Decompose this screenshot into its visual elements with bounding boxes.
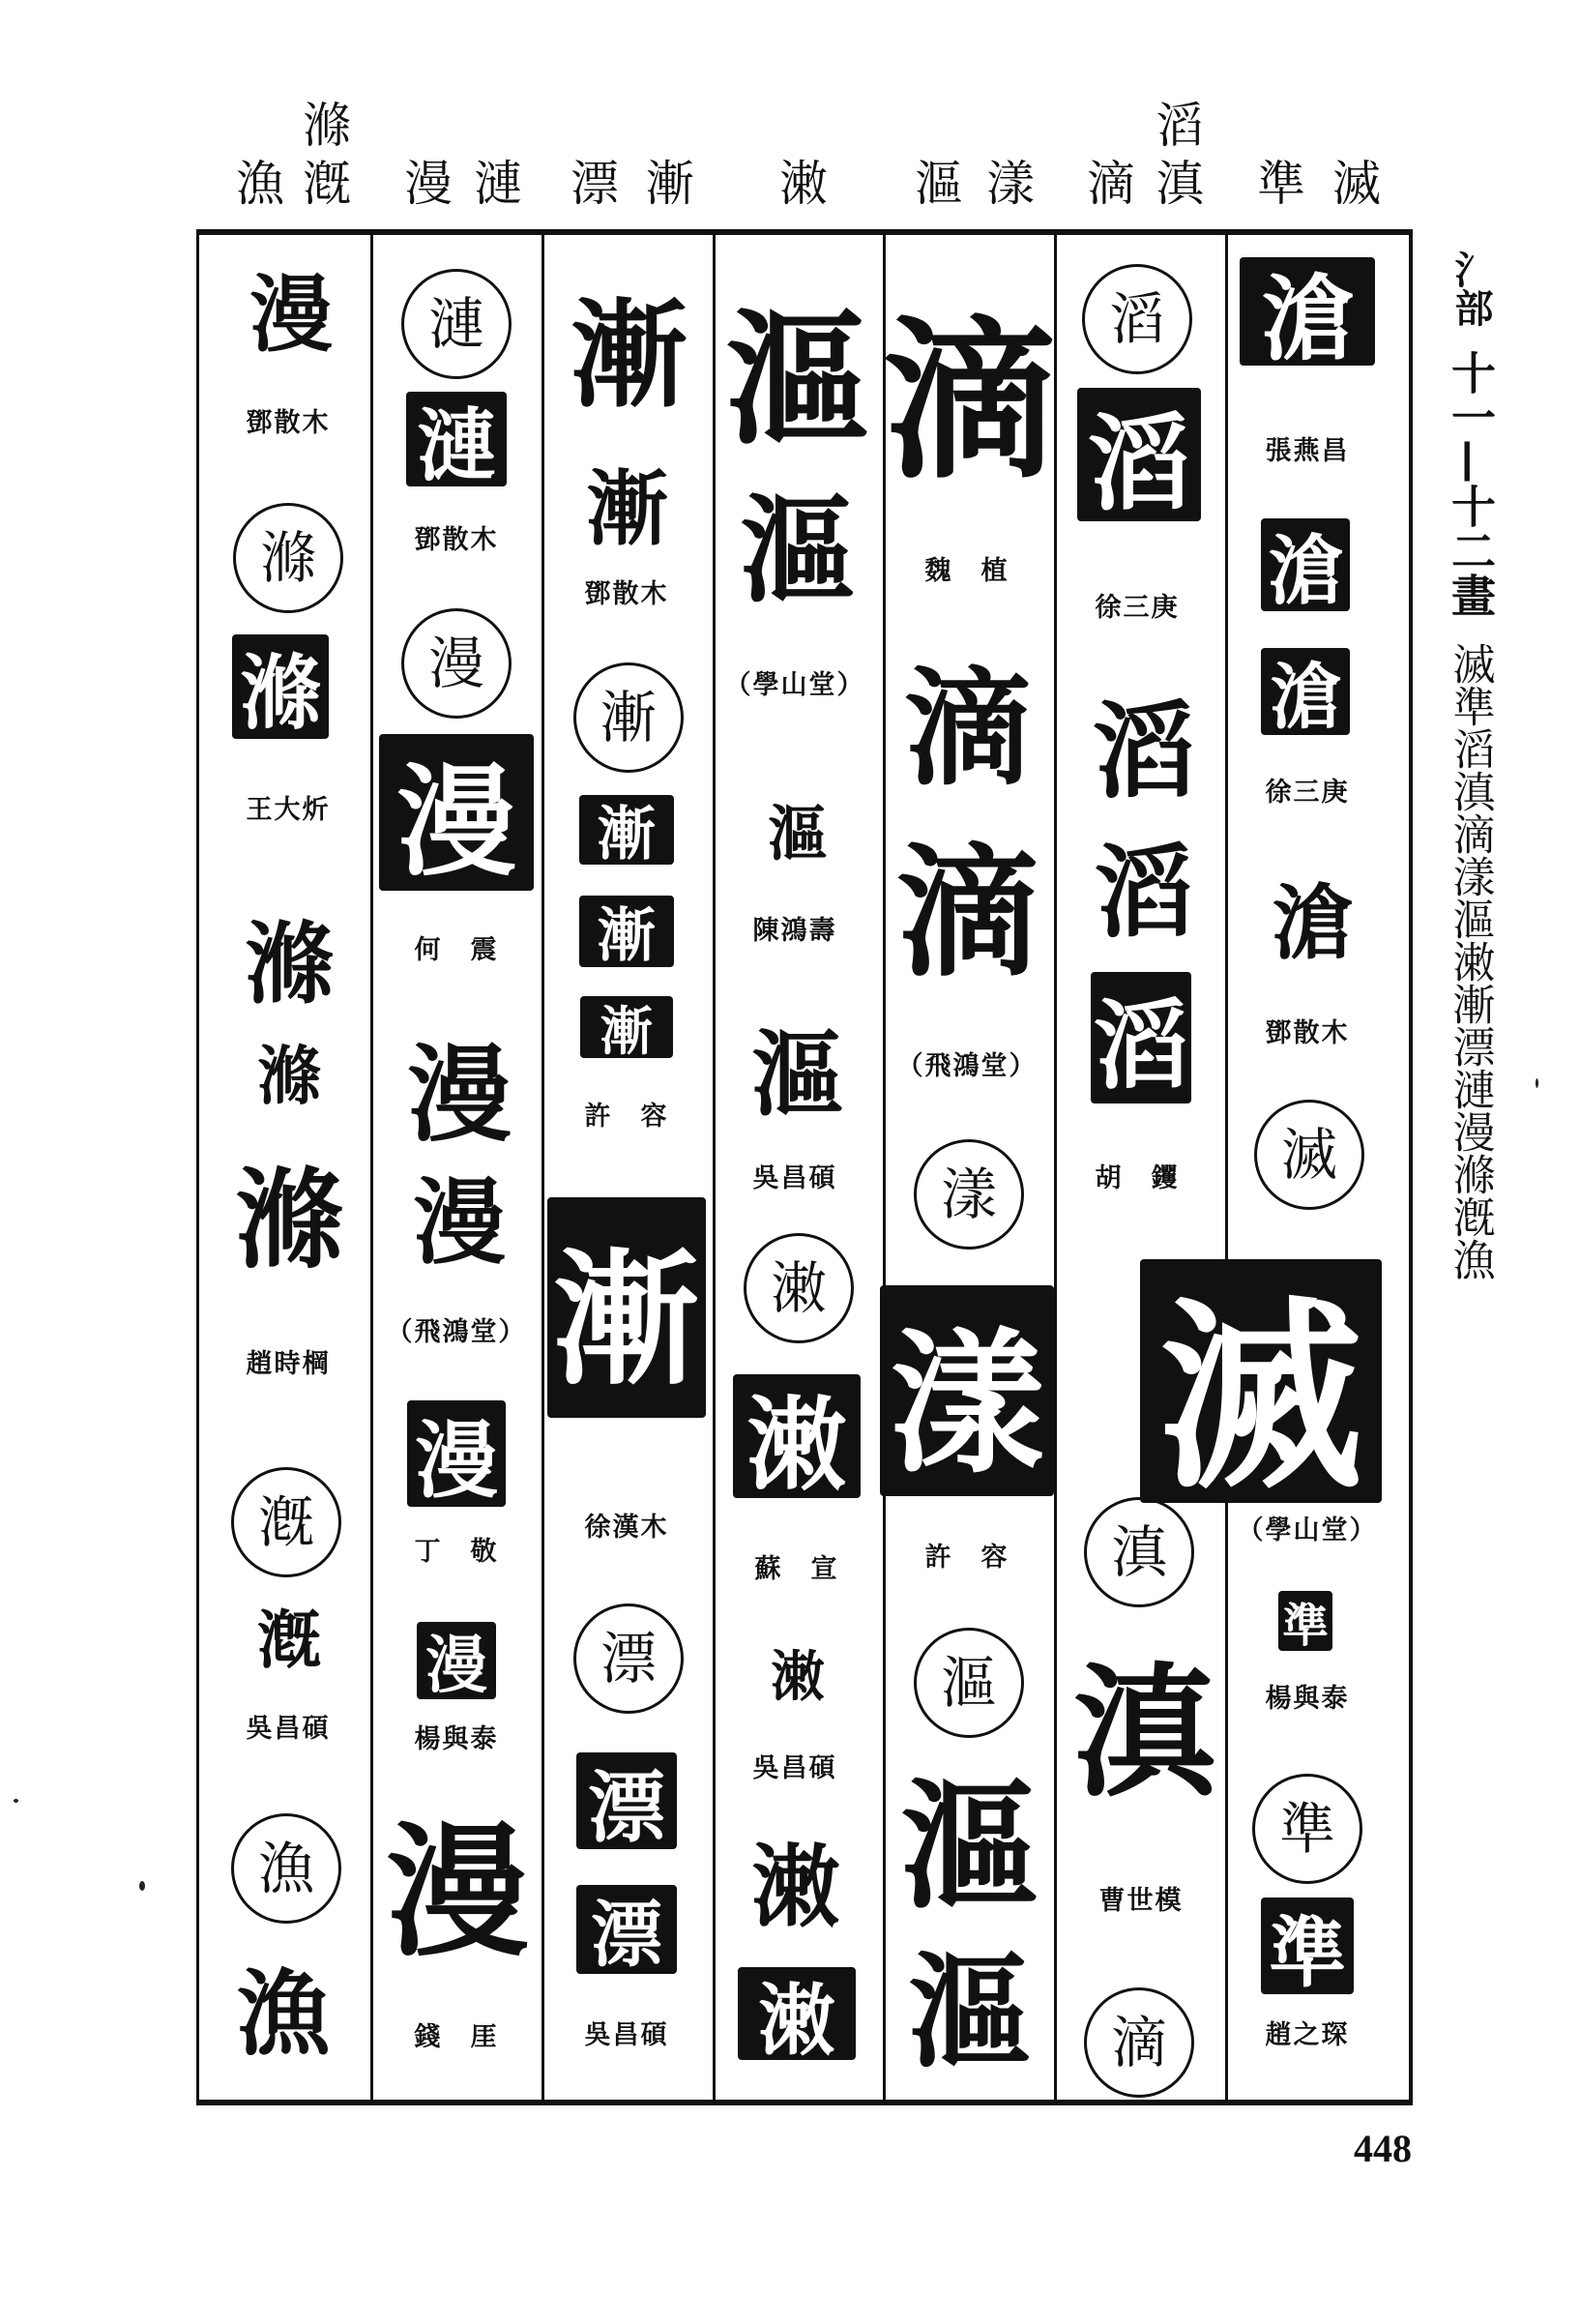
headword-circle: 滇 xyxy=(1084,1497,1194,1607)
seal-impression: 滔 xyxy=(1093,834,1189,952)
seal-impression: 滅 xyxy=(1140,1259,1382,1503)
seal-artist-label: （飛鴻堂） xyxy=(386,1317,527,1347)
seal-impression: 滄 xyxy=(1240,257,1375,366)
seal-impression: 潄 xyxy=(771,1646,819,1709)
seal-impression: 漫 xyxy=(379,734,534,891)
seal-impression: 漸 xyxy=(579,795,674,865)
headword-circle: 漑 xyxy=(231,1467,341,1577)
seal-artist-label: 丁 敬 xyxy=(414,1537,499,1567)
seal-artist-label: 徐三庚 xyxy=(1265,778,1350,808)
seal-impression: 漚 xyxy=(751,1020,838,1130)
header-char: 滌 xyxy=(303,98,351,154)
seal-impression: 漸 xyxy=(580,996,673,1058)
headword-circle: 滌 xyxy=(233,503,343,613)
headword-circle: 滅 xyxy=(1254,1100,1364,1210)
seal-artist-label: 吳昌碩 xyxy=(584,2020,669,2050)
column-divider xyxy=(1054,235,1057,2100)
seal-impression: 漾 xyxy=(880,1285,1054,1496)
header-char: 漸 xyxy=(646,156,694,212)
seal-impression: 準 xyxy=(1261,1897,1354,1994)
header-char: 滴 xyxy=(1087,156,1135,212)
seal-artist-label: 鄧散木 xyxy=(1265,1018,1350,1048)
headword-circle: 漸 xyxy=(573,662,684,773)
seal-artist-label: 魏 植 xyxy=(924,556,1009,586)
column-divider xyxy=(1225,235,1228,2100)
header-char: 滇 xyxy=(1156,156,1204,212)
seal-artist-label: 何 震 xyxy=(414,935,499,965)
seal-impression: 漣 xyxy=(406,392,507,486)
radical-heading: 氵部 xyxy=(1448,250,1494,327)
seal-artist-label: （學山堂） xyxy=(724,670,865,700)
header-char: 漫 xyxy=(404,156,453,212)
seal-impression: 漁 xyxy=(237,1959,324,2069)
seal-impression: 準 xyxy=(1278,1591,1332,1651)
seal-impression: 漂 xyxy=(576,1885,677,1974)
seal-artist-label: 趙時棡 xyxy=(246,1349,331,1379)
seal-artist-label: 陳鴻壽 xyxy=(752,916,837,946)
seal-impression: 漸 xyxy=(579,896,674,967)
seal-artist-label: 胡 钁 xyxy=(1095,1163,1180,1193)
seal-impression: 滴 xyxy=(882,301,1052,503)
seal-artist-label: 吳昌碩 xyxy=(246,1714,331,1744)
seal-artist-label: 趙之琛 xyxy=(1265,2020,1350,2050)
seal-impression: 滌 xyxy=(235,1158,337,1284)
character-index-list: 滅準滔滇滴漾漚潄漸漂漣漫滌漑漁 xyxy=(1445,642,1495,1280)
stroke-count-heading: 十一—十二畫 xyxy=(1445,350,1497,617)
seal-artist-label: 蘇 宣 xyxy=(754,1554,839,1584)
seal-artist-label: （學山堂） xyxy=(1237,1515,1378,1545)
seal-impression: 滴 xyxy=(896,830,1034,996)
seal-impression: 滴 xyxy=(904,655,1026,804)
seal-impression: 滌 xyxy=(244,913,329,1016)
header-char: 漁 xyxy=(236,156,284,212)
header-char: 漾 xyxy=(986,156,1035,212)
header-char: 漚 xyxy=(915,156,963,212)
header-char: 漂 xyxy=(571,156,619,212)
headword-circle: 漁 xyxy=(231,1813,341,1924)
seal-impression: 漚 xyxy=(899,1765,1035,1928)
seal-impression: 漚 xyxy=(907,1941,1027,2085)
seal-artist-label: （飛鴻堂） xyxy=(896,1051,1038,1081)
radical-index-sidebar xyxy=(1445,250,1497,1280)
seal-impression: 漫 xyxy=(417,1622,496,1699)
scan-speck xyxy=(139,1881,145,1891)
seal-artist-label: 王大炘 xyxy=(246,795,331,825)
seal-artist-label: 吳昌碩 xyxy=(752,1163,837,1193)
scan-speck xyxy=(1536,1078,1538,1088)
seal-artist-label: 曹世模 xyxy=(1098,1886,1184,1916)
seal-artist-label: 鄧散木 xyxy=(246,408,331,438)
seal-impression: 漑 xyxy=(257,1603,315,1678)
column-divider xyxy=(541,235,544,2100)
seal-artist-label: 張燕昌 xyxy=(1265,436,1350,466)
seal-artist-label: 許 容 xyxy=(924,1543,1009,1573)
seal-impression: 漫 xyxy=(407,1400,506,1507)
header-char: 滔 xyxy=(1156,98,1204,154)
seal-impression: 滌 xyxy=(232,634,329,739)
seal-impression: 滄 xyxy=(1261,518,1350,611)
seal-artist-label: 徐三庚 xyxy=(1095,593,1180,623)
seal-impression: 滔 xyxy=(1077,388,1201,521)
seal-impression: 漸 xyxy=(571,289,682,424)
headword-circle: 潄 xyxy=(744,1233,854,1343)
seal-impression: 滄 xyxy=(1271,875,1348,971)
seal-impression: 漸 xyxy=(586,461,663,557)
page-number: 448 xyxy=(1354,2127,1412,2170)
headword-circle: 準 xyxy=(1252,1774,1362,1884)
seal-impression: 滄 xyxy=(1261,648,1350,735)
scan-speck xyxy=(14,1799,18,1803)
seal-impression: 漚 xyxy=(724,297,865,465)
seal-impression: 潄 xyxy=(733,1374,861,1498)
seal-impression: 潄 xyxy=(738,1967,856,2060)
seal-impression: 潄 xyxy=(750,1836,835,1939)
headword-circle: 滴 xyxy=(1084,1987,1194,2098)
seal-impression: 漫 xyxy=(386,1809,523,1976)
headword-circle: 漂 xyxy=(573,1603,684,1714)
seal-artist-label: 鄧散木 xyxy=(414,525,499,555)
seal-impression: 漚 xyxy=(740,485,850,619)
column-divider xyxy=(370,235,373,2100)
header-char: 漣 xyxy=(474,156,522,212)
seal-artist-label: 楊與泰 xyxy=(1265,1684,1350,1714)
seal-impression: 漫 xyxy=(406,1035,507,1157)
seal-impression: 漚 xyxy=(767,798,823,869)
header-char: 準 xyxy=(1257,156,1305,212)
seal-impression: 滔 xyxy=(1091,972,1191,1103)
seal-artist-label: 錢 厓 xyxy=(414,2022,499,2052)
header-char: 漑 xyxy=(303,156,351,212)
headword-circle: 漾 xyxy=(914,1139,1024,1250)
headword-circle: 漚 xyxy=(914,1628,1024,1738)
header-char: 滅 xyxy=(1332,156,1381,212)
column-divider xyxy=(713,235,716,2100)
header-char: 潄 xyxy=(779,156,828,212)
seal-impression: 漫 xyxy=(413,1168,500,1278)
seal-artist-label: 鄧散木 xyxy=(584,579,669,609)
seal-artist-label: 楊與泰 xyxy=(414,1724,499,1754)
column-divider xyxy=(883,235,886,2100)
seal-artist-label: 吳昌碩 xyxy=(752,1753,837,1783)
seal-impression: 漂 xyxy=(576,1752,677,1849)
seal-impression: 漫 xyxy=(249,267,327,364)
seal-impression: 滔 xyxy=(1091,691,1191,813)
seal-impression: 漸 xyxy=(547,1197,706,1418)
headword-circle: 滔 xyxy=(1082,264,1192,374)
headword-circle: 漣 xyxy=(401,269,512,379)
headword-circle: 漫 xyxy=(401,608,512,719)
seal-impression: 滇 xyxy=(1072,1650,1210,1816)
seal-artist-label: 許 容 xyxy=(584,1102,669,1132)
seal-impression: 滌 xyxy=(257,1039,315,1114)
seal-artist-label: 徐漢木 xyxy=(584,1513,669,1543)
